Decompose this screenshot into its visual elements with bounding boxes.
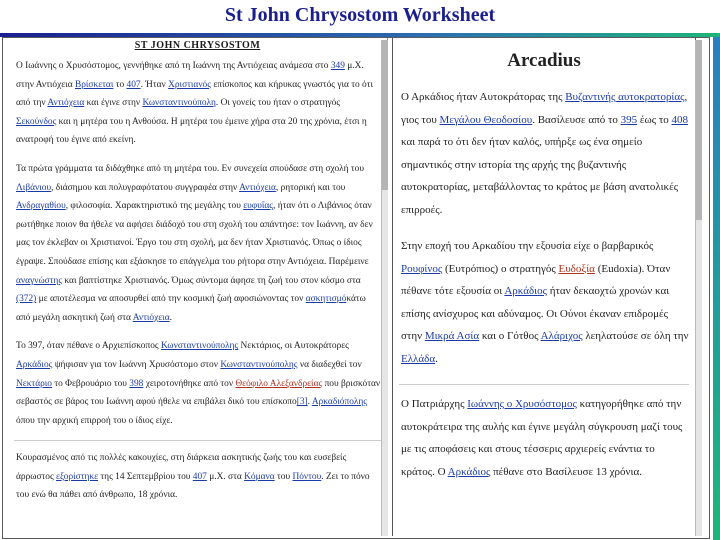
text-run: . Οι γονείς του ήταν ο στρατηγός [215, 98, 341, 109]
text-run: . Βασίλευσε από το [532, 113, 618, 126]
link-theophilus[interactable]: Θεόφιλο Αλεξανδρείας [235, 378, 323, 389]
text-run: Τα πρώτα γράμματα τα διδάχθηκε από τη μητέρα του. Εν συνεχεία σπούδασε στη σχολή του [16, 163, 364, 174]
arcadius-reign-paragraph [401, 235, 689, 370]
text-run: λεηλατούσε σε όλη την [585, 330, 689, 342]
exile-paragraph [16, 449, 381, 505]
text-run: . [169, 312, 172, 323]
link-location[interactable]: Βρίσκεται [74, 79, 114, 90]
text-run: το [115, 79, 125, 90]
link-arcadius-3[interactable]: Αρκάδιος [447, 465, 491, 478]
link-intelligence[interactable]: ευφυΐας [243, 201, 273, 212]
link-year-395[interactable]: 395 [620, 113, 638, 126]
chrysostom-heading: ST JOHN CHRYSOSTOM [134, 40, 261, 51]
link-comana[interactable]: Κόμανα [244, 471, 275, 482]
text-run: με αποτέλεσμα να αποσυρθεί από την κοσμική ζωή αφοσιώνοντας τον [38, 294, 304, 305]
text-run: , ρητορική και του [275, 182, 346, 193]
link-arcadiopolis[interactable]: Αρκαδιόπολης [311, 397, 367, 408]
text-run: της 14 Σεπτεμβρίου του [100, 471, 191, 482]
text-run: μ.Χ. στην Αντιόχεια [16, 61, 364, 90]
arcadius-chrysostom-paragraph [401, 393, 689, 483]
text-run: επίσκοπος και κήρυκας γνωστός για το ότι από την [16, 79, 374, 109]
link-constantinople[interactable]: Κωνσταντινούπολη [142, 98, 216, 109]
link-antioch-3[interactable]: Αντιόχεια [132, 312, 170, 323]
link-libanius[interactable]: Λιβάνιου [16, 182, 52, 193]
text-run: έως το [639, 113, 669, 126]
link-constantinople-3[interactable]: Κωνσταντινούπολης [220, 359, 298, 370]
link-year-407[interactable]: 407 [126, 79, 141, 90]
text-run: και ο Γότθος [481, 330, 539, 342]
text-run: , διάσημου και πολυγραφότατου συγγραφέα στην [51, 182, 238, 193]
link-year-398[interactable]: 398 [129, 378, 144, 389]
text-run: Το 397, όταν πέθανε ο Αρχιεπίσκοπος [16, 341, 159, 352]
education-paragraph [16, 160, 381, 327]
link-asia-minor[interactable]: Μικρά Ασία [424, 330, 480, 342]
text-run: όπου την αρχική επιρροή του ο ίδιος είχε. [16, 415, 173, 426]
link-byzantine-empire[interactable]: Βυζαντινής αυτοκρατορίας [565, 91, 685, 103]
link-reader[interactable]: αναγνώστης [16, 275, 63, 286]
text-run: κάτω από μεγάλη ασκητική ζωή στα [16, 294, 366, 323]
text-run: Στην εποχή του Αρκαδίου την εξουσία είχε ο βαρβαρικός [401, 240, 654, 252]
text-run: του [277, 471, 291, 482]
link-christian[interactable]: Χριστιανός [168, 79, 211, 90]
text-run: (Ευτρόπιος) ο στρατηγός [444, 262, 556, 275]
divider [14, 440, 381, 441]
side-accent-bar [713, 37, 720, 540]
link-antioch[interactable]: Αντιόχεια [47, 98, 85, 109]
text-run: , γιος του [401, 91, 688, 126]
arcadius-intro-paragraph [401, 86, 689, 221]
link-pontus[interactable]: Πόντου [292, 471, 322, 482]
link-john-chrysostom[interactable]: Ιωάννης ο Χρυσόστομος [467, 398, 577, 410]
link-rufinus[interactable]: Ρουφίνος [401, 262, 443, 275]
right-scrollbar[interactable] [695, 40, 702, 536]
text-run: και έγινε στην [86, 98, 141, 109]
text-run: . Ήταν [140, 79, 166, 90]
text-run: και παρά το ότι δεν ήταν καλός, υπήρξε ως ένα σημείο σημαντικός στην ιστορία της αρχής της βυζαντινής αυτοκρατορίας, μεταβάλλοντας το κράτος με βάση ανατολικές επιρροές. [401, 136, 679, 216]
text-run: Κουρασμένος από τις πολλές κακουχίες, στη διάρκεια ασκητικής ζωής του και ευσεβείς άρρωστος [16, 453, 347, 482]
text-run: . [435, 352, 438, 365]
link-andragathius[interactable]: Ανδραγαθίου [16, 201, 66, 212]
link-year-408[interactable]: 408 [671, 113, 689, 126]
link-greece[interactable]: Ελλάδα [401, 352, 436, 365]
arcadius-heading: Arcadius [507, 50, 581, 71]
divider [399, 384, 689, 385]
text-run: ψήφισαν για τον Ιωάννη Χρυσόστομο στον [54, 359, 218, 370]
link-arcadius[interactable]: Αρκάδιος [16, 359, 53, 370]
text-run: και η μητέρα του η Ανθούσα. Η μητέρα του έμεινε χήρα στα 20 της χρόνια, έτσι η ανατροφή του έγινε από εκείνη. [16, 116, 367, 146]
right-scroll-thumb[interactable] [696, 40, 702, 220]
text-run: χειροτονήθηκε από τον [145, 378, 234, 389]
text-run: και βαπτίστηκε Χριστιανός. Όμως σύντομα άφησε τη ζωή του στον κόσμο στα [64, 275, 361, 286]
text-run: μ.Χ. στα [209, 471, 242, 482]
text-run: Νεκτάριος, οι Αυτοκράτορες [240, 341, 349, 352]
text-run: κατηγορήθηκε από την αυτοκράτειρα της αυλής και έγινε μεγάλη σύγκρουση μαζί τους με τις αποφάσεις και στους τέσσερις αρχιερείς ενάντια το κράτος. Ο [401, 398, 683, 478]
text-run: ήταν δεκαοχτώ χρονών και επίσης ανίσχυρος και αδύναμος. Οι Ούνοι έκαναν επιδρομές στην [401, 285, 670, 342]
link-year-372[interactable]: (372) [16, 294, 37, 305]
link-constantinople-2[interactable]: Κωνσταντινούπολης [160, 341, 239, 352]
text-run: Ο Πατριάρχης [401, 398, 465, 410]
biography-paragraph [16, 57, 381, 150]
link-exiled[interactable]: εξορίστηκε [56, 471, 99, 482]
link-footnote-3[interactable]: [3] [296, 397, 308, 408]
text-run: , φιλοσοφία. Χαρακτηριστικό της μεγάλης του [65, 201, 241, 212]
link-nectarius[interactable]: Νεκτάριο [16, 378, 52, 389]
link-eudoxia[interactable]: Ευδοξία [558, 262, 595, 275]
text-run: . Ζει το πόνο του ενώ θα πάθει από άνθρωπο, 18 χρόνια. [16, 471, 370, 501]
slide-title: St John Chrysostom Worksheet [224, 4, 496, 26]
text-run: που βρισκόταν σεβαστός σε βάρος του Ιωάννη αφού ήθελε να επιβάλει δικό του επίσκοπο [16, 378, 381, 408]
archbishop-paragraph [16, 337, 381, 430]
chrysostom-document [8, 38, 388, 536]
link-secundus[interactable]: Σεκούνδος [16, 116, 57, 127]
text-run: (Eudoxia). Όταν πέθανε τότε εξουσία οι [401, 262, 671, 297]
text-run: να διαδεχθεί τον [299, 359, 362, 370]
text-run: Ο Αρκάδιος ήταν Αυτοκράτορας της [401, 91, 563, 103]
text-run: , ήταν ότι ο Λιβάνιος όταν ρωτήθηκε ποιον θα ήθελε να αφήσει διάδοχό του στη σχολή του απάντησε: τον Ιωάννη, αν δεν μας τον έκλεβαν οι Χριστιανοί. Έργο του στη σχολή, μα δεν ήταν Χριστιανός. Όπως ο ίδιος έγραψε. Σπούδασε επίσης και εξάσκησε το επάγγελμα του ρήτορα στην Αντιόχεια. Παρέμεινε [16, 201, 373, 267]
text-run: το Φεβρουάριο του [54, 378, 127, 389]
link-asceticism[interactable]: ασκητισμό [305, 294, 347, 305]
text-run: . [307, 397, 310, 408]
left-scroll-thumb[interactable] [382, 40, 388, 190]
link-theodosius[interactable]: Μεγάλου Θεοδοσίου [439, 113, 533, 126]
text-run: Ο Ιωάννης ο Χρυσόστομος, γεννήθηκε από τη Ιωάννη της Αντιόχειας ανάμεσα στο [16, 61, 329, 71]
link-alaric[interactable]: Αλάριχος [540, 330, 583, 342]
arcadius-document [392, 38, 696, 536]
text-run: πέθανε στο Βασίλευσε 13 χρόνια. [493, 465, 642, 478]
link-arcadius-2[interactable]: Αρκάδιος [504, 285, 547, 297]
link-year-349[interactable]: 349 [330, 61, 345, 71]
link-year-407-2[interactable]: 407 [192, 471, 207, 482]
left-scrollbar[interactable] [381, 40, 388, 536]
link-antioch-2[interactable]: Αντιόχεια [239, 182, 276, 193]
